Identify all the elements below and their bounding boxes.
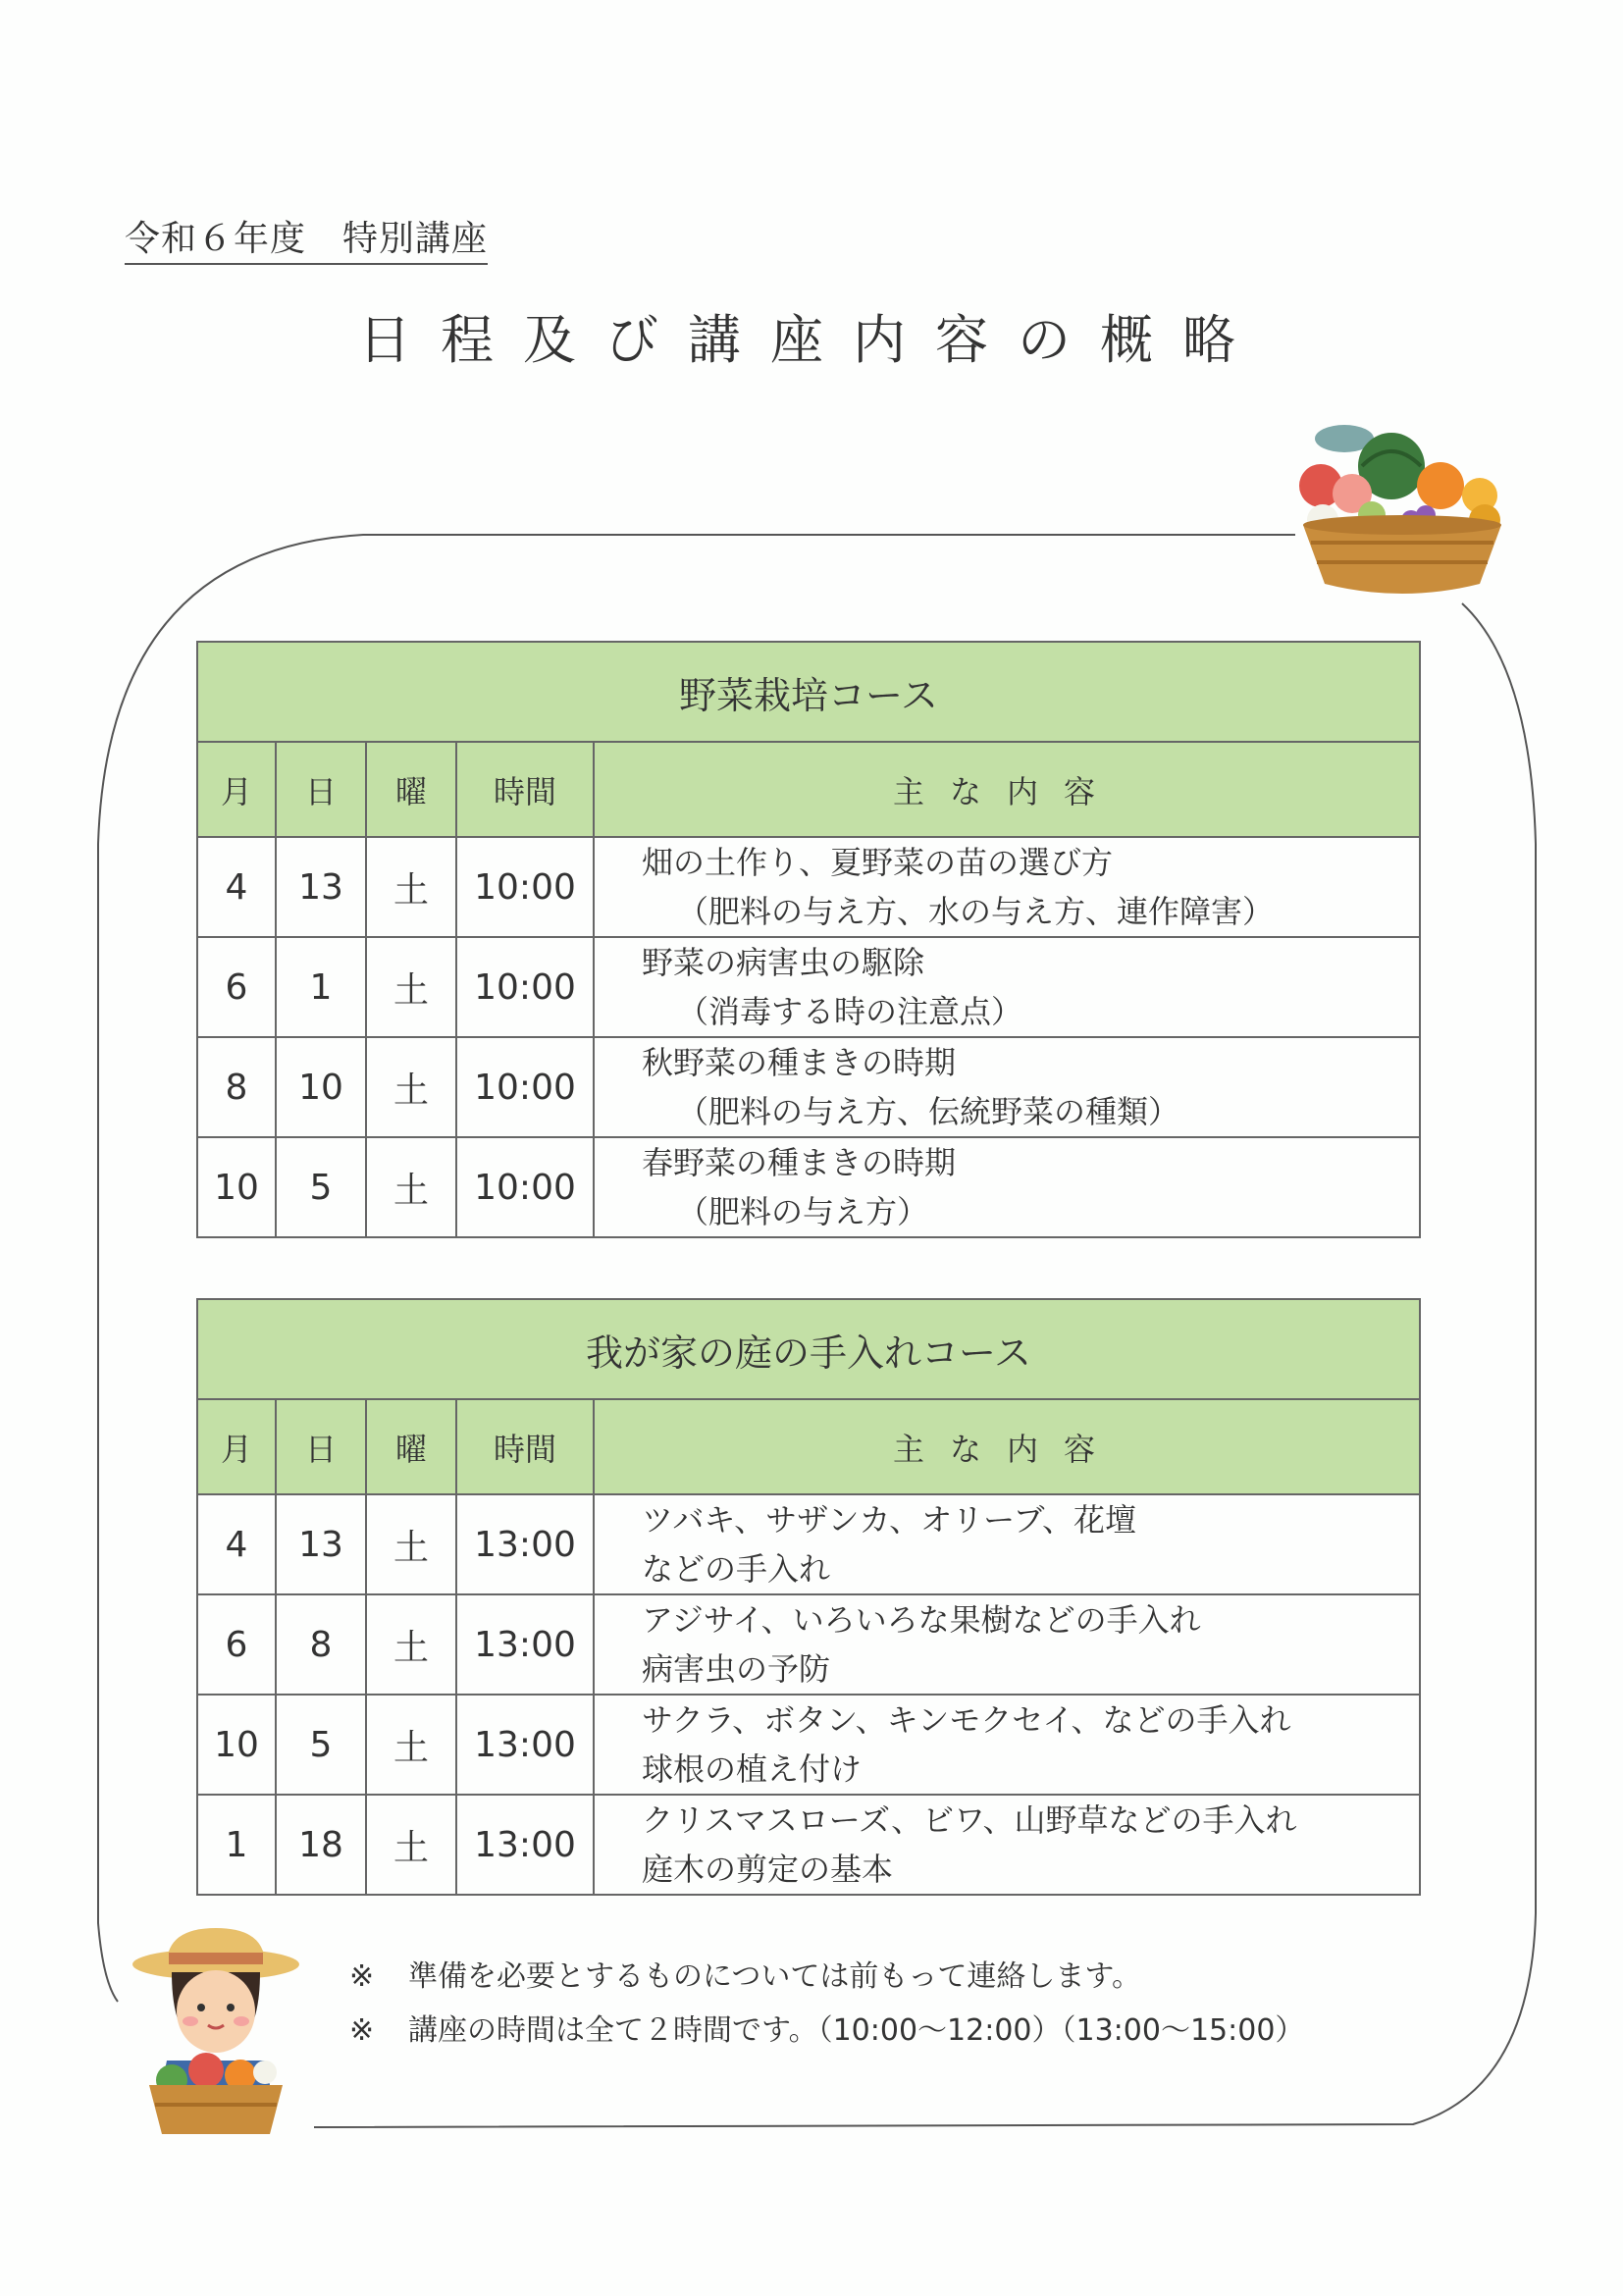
table-row [197, 1795, 1420, 1895]
content-line-2: （肥料の与え方、水の与え方、連作障害） [677, 893, 1275, 930]
cell-content [594, 937, 1420, 1037]
vegetable-course-table [196, 641, 1421, 1238]
column-header-month: 月 [197, 1399, 276, 1494]
cell-day: 5 [276, 1137, 366, 1237]
cell-time: 13:00 [456, 1795, 594, 1895]
content-line-2: 病害虫の予防 [642, 1650, 831, 1688]
cell-time: 13:00 [456, 1594, 594, 1695]
cell-month: 10 [197, 1695, 276, 1795]
cell-content [594, 837, 1420, 937]
cell-weekday: 土 [366, 937, 456, 1037]
cell-time: 10:00 [456, 1137, 594, 1237]
course-title: 野菜栽培コース [197, 642, 1420, 742]
column-header-day: 日 [276, 1399, 366, 1494]
column-header-day: 日 [276, 742, 366, 837]
table-row [197, 1695, 1420, 1795]
content-line-2: （消毒する時の注意点） [677, 993, 1023, 1030]
cell-time: 10:00 [456, 937, 594, 1037]
table-row [197, 1594, 1420, 1695]
cell-month: 10 [197, 1137, 276, 1237]
content-line-1: 春野菜の種まきの時期 [642, 1144, 957, 1181]
vegetable-basket-illustration [1293, 417, 1511, 599]
cell-day: 1 [276, 937, 366, 1037]
content-line-2: （肥料の与え方） [677, 1193, 929, 1230]
column-header-weekday: 曜 [366, 1399, 456, 1494]
cell-day: 8 [276, 1594, 366, 1695]
note-mark: ※ [349, 2013, 375, 2048]
table-row [197, 937, 1420, 1037]
cell-month: 1 [197, 1795, 276, 1895]
cell-time: 13:00 [456, 1494, 594, 1594]
cell-day: 10 [276, 1037, 366, 1137]
content-line-2: （肥料の与え方、伝統野菜の種類） [677, 1093, 1180, 1130]
column-header-month: 月 [197, 742, 276, 837]
column-header-content: 主な内容 [594, 1399, 1420, 1494]
cell-content [594, 1695, 1420, 1795]
column-header-time: 時間 [456, 742, 594, 837]
cell-time: 10:00 [456, 837, 594, 937]
cell-content [594, 1594, 1420, 1695]
page-title: 日程及び講座内容の概略 [358, 309, 1265, 371]
garden-course-table [196, 1298, 1421, 1896]
table-row [197, 1037, 1420, 1137]
note-duration [349, 2011, 1304, 2051]
table-row [197, 1137, 1420, 1237]
cell-weekday: 土 [366, 1137, 456, 1237]
cell-weekday: 土 [366, 1695, 456, 1795]
cell-content [594, 1137, 1420, 1237]
note-mark: ※ [349, 1959, 375, 1994]
cell-content [594, 1037, 1420, 1137]
cell-month: 4 [197, 1494, 276, 1594]
cell-month: 6 [197, 1594, 276, 1695]
cell-weekday: 土 [366, 1037, 456, 1137]
content-line-2: などの手入れ [642, 1550, 831, 1588]
content-line-1: 野菜の病害虫の駆除 [642, 944, 925, 981]
cell-weekday: 土 [366, 1494, 456, 1594]
content-line-1: アジサイ、いろいろな果樹などの手入れ [642, 1601, 1201, 1639]
cell-weekday: 土 [366, 1795, 456, 1895]
cell-time: 13:00 [456, 1695, 594, 1795]
header-subtitle: 令和６年度 特別講座 [125, 218, 488, 265]
cell-month: 6 [197, 937, 276, 1037]
cell-month: 4 [197, 837, 276, 937]
cell-day: 13 [276, 837, 366, 937]
content-line-1: 秋野菜の種まきの時期 [642, 1044, 957, 1081]
content-line-1: 畑の土作り、夏野菜の苗の選び方 [642, 844, 1114, 881]
cell-day: 13 [276, 1494, 366, 1594]
content-line-2: 庭木の剪定の基本 [642, 1851, 894, 1888]
note-text: 準備を必要とするものについては前もって連絡します。 [408, 1959, 1141, 1994]
table-row [197, 837, 1420, 937]
column-header-time: 時間 [456, 1399, 594, 1494]
content-line-2: 球根の植え付け [642, 1750, 863, 1788]
column-header-content: 主な内容 [594, 742, 1420, 837]
cell-content [594, 1795, 1420, 1895]
cell-time: 10:00 [456, 1037, 594, 1137]
cell-month: 8 [197, 1037, 276, 1137]
content-line-1: ツバキ、サザンカ、オリーブ、花壇 [642, 1501, 1137, 1539]
content-line-1: クリスマスローズ、ビワ、山野草などの手入れ [642, 1801, 1297, 1839]
cell-day: 5 [276, 1695, 366, 1795]
note-preparation [349, 1957, 1141, 1997]
cell-day: 18 [276, 1795, 366, 1895]
farmer-with-basket-illustration [128, 1923, 304, 2149]
cell-weekday: 土 [366, 1594, 456, 1695]
cell-content [594, 1494, 1420, 1594]
course-title: 我が家の庭の手入れコース [197, 1299, 1420, 1399]
content-line-1: サクラ、ボタン、キンモクセイ、などの手入れ [642, 1701, 1291, 1739]
cell-weekday: 土 [366, 837, 456, 937]
table-row [197, 1494, 1420, 1594]
column-header-weekday: 曜 [366, 742, 456, 837]
note-text: 講座の時間は全て２時間です。（10:00～12:00）（13:00～15:00） [408, 2013, 1305, 2048]
